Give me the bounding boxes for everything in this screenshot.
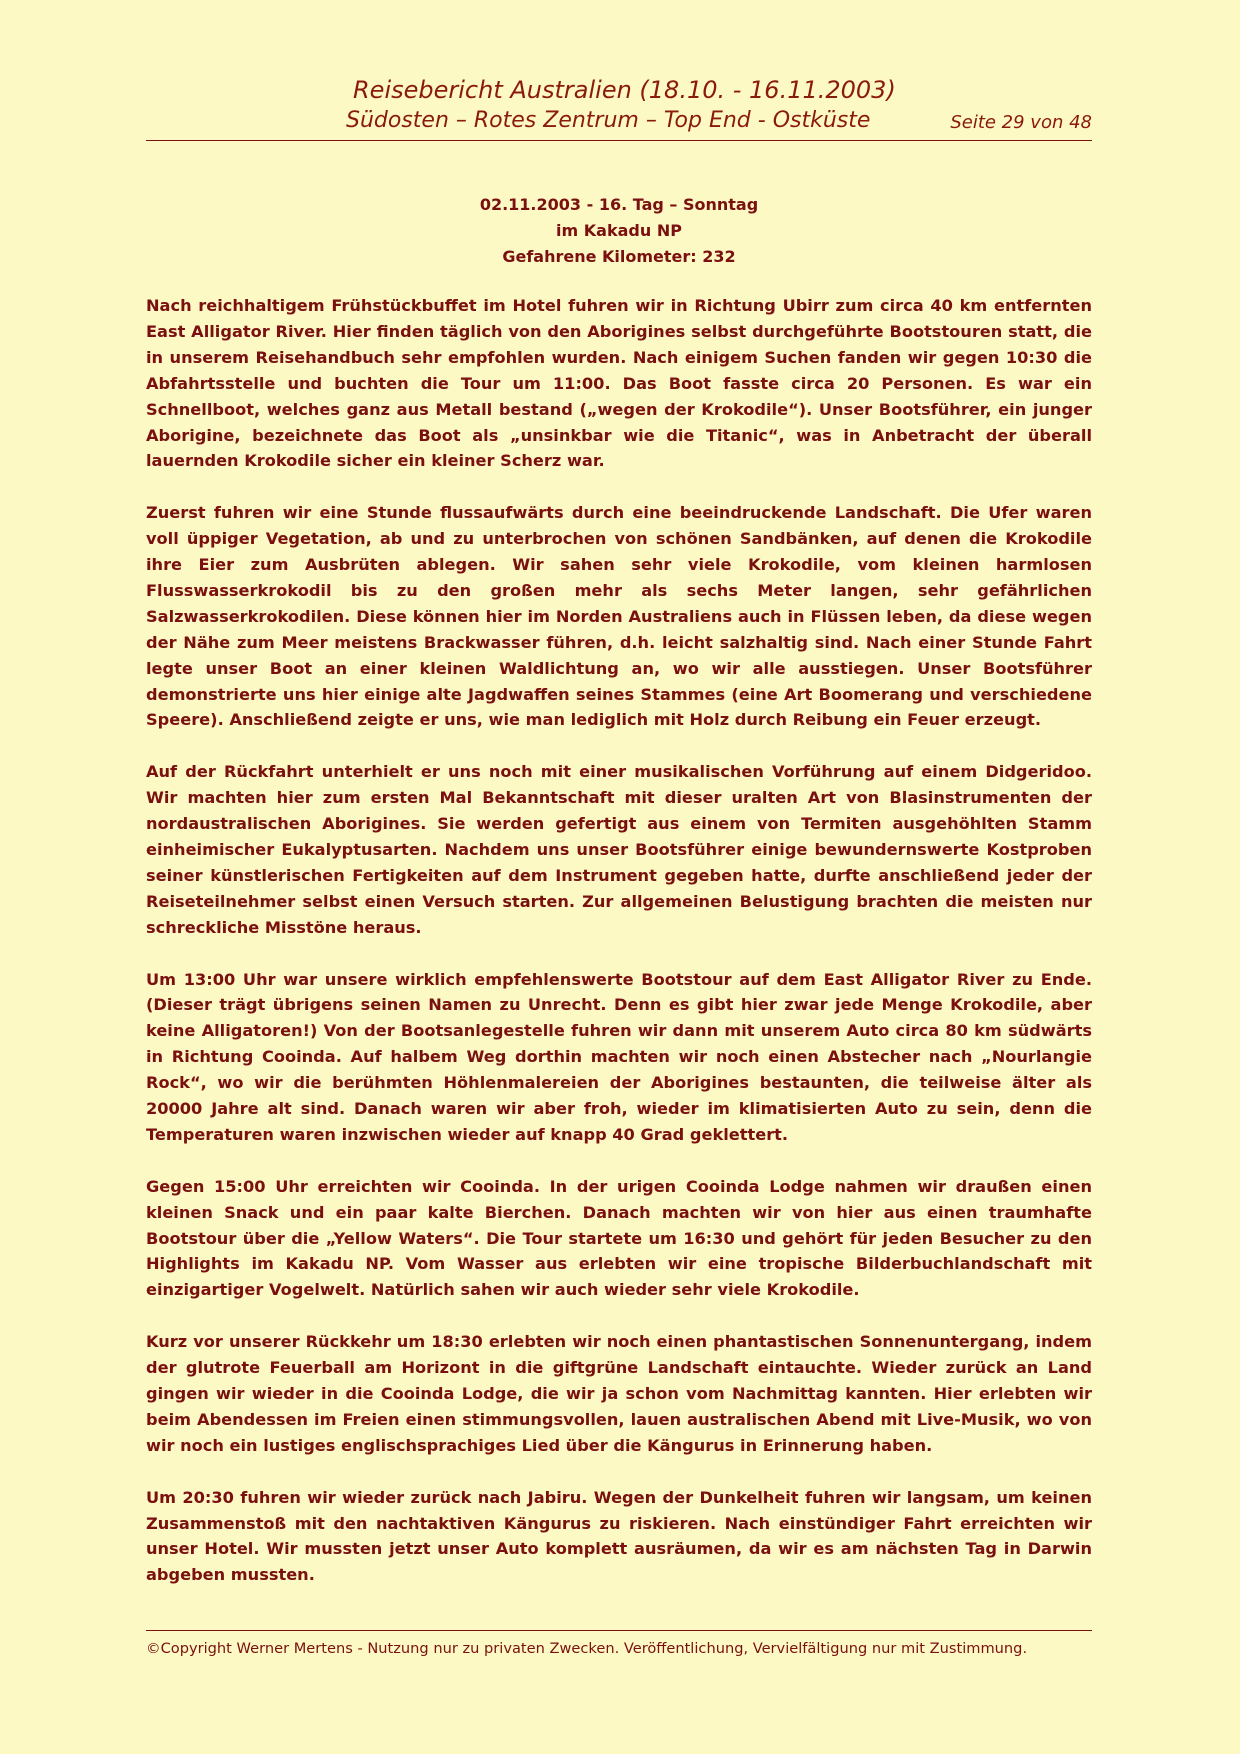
day-date-line: 02.11.2003 - 16. Tag – Sonntag xyxy=(479,195,759,214)
report-title: Reisebericht Australien (18.10. - 16.11.2003) xyxy=(353,76,896,104)
paragraph: Um 20:30 fuhren wir wieder zurück nach Jabiru. Wegen der Dunkelheit fuhren wir langsam, um keinen Zusammenstoß mit den nachtaktiven Kängurus zu riskieren. Nach einstündiger Fahrt erreichten wir unser Hotel. Wir mussten jetzt unser Auto komplett ausräumen, da wir es am nächsten Tag in Darwin abgeben mussten. xyxy=(146,1487,1092,1585)
paragraph: Gegen 15:00 Uhr erreichten wir Cooinda. In der urigen Cooinda Lodge nahmen wir draußen einen kleinen Snack und ein paar kalte Bierchen. Danach machten wir von hier aus einen traumhafte Bootstour über die „Yellow Waters“. Die Tour startete um 16:30 und gehört für jeden Besucher zu den Highlights im Kakadu NP. Vom Wasser aus erlebten wir eine tropische Bilderbuchlandschaft mit einzigartiger Vogelwelt. Natürlich sahen wir auch wieder sehr viele Krokodile. xyxy=(146,1176,1092,1300)
paragraph: Kurz vor unserer Rückkehr um 18:30 erlebten wir noch einen phantastischen Sonnenuntergang, indem der glutrote Feuerball am Horizont in die giftgrüne Landschaft eintauchte. Wieder zurück an Land gingen wir wieder in die Cooinda Lodge, die wir ja schon vom Nachmittag kannten. Hier erlebten wir beim Abendessen im Freien einen stimmungsvollen, lauen australischen Abend mit Live-Musik, wo von wir noch ein lustiges englischsprachiges Lied über die Kängurus in Erinnerung haben. xyxy=(146,1332,1092,1455)
paragraph: Zuerst fuhren wir eine Stunde flussaufwärts durch eine beeindruckende Landschaft. Die Ufer waren voll üppiger Vegetation, ab und zu unterbrochen von schönen Sandbänken, auf denen die Krokodile ihre Eier zum Ausbrüten ablegen. Wir sahen sehr viele Krokodile, vom kleinen harmlosen Flusswasserkrokodil bis zu den großen mehr als sechs Meter langen, sehr gefährlichen Salzwasserkrokodilen. Diese können hier im Norden Australiens auch in Flüssen leben, da diese wegen der Nähe zum Meer meistens Brackwasser führen, d.h. leicht salzhaltig sind. Nach einer Stunde Fahrt legte unser Boot an einer kleinen Waldlichtung an, wo wir alle ausstiegen. Unser Bootsführer demonstrierte uns hier einige alte Jagdwaffen seines Stammes (eine Art Boomerang und verschiedene Speere). Anschließend zeigte er uns, wie man lediglich mit Holz durch Reibung ein Feuer erzeugt. xyxy=(146,503,1092,730)
report-subtitle: Südosten – Rotes Zentrum – Top End - Ostküste xyxy=(346,108,871,133)
paragraph: Um 13:00 Uhr war unsere wirklich empfehlenswerte Bootstour auf dem East Alligator River zu Ende. (Dieser trägt übrigens seinen Namen zu Unrecht. Denn es gibt hier zwar jede Menge Krokodile, aber keine Alligatoren!) Von der Bootsanlegestelle fuhren wir dann mit unserem Auto circa 80 km südwärts in Richtung Cooinda. Auf halbem Weg dorthin machten wir noch einen Abstecher nach „Nourlangie Rock“, wo wir die berühmten Höhlenmalereien der Aborigines bestaunten, die teilweise älter als 20000 Jahre alt sind. Danach waren wir aber froh, wieder im klimatisierten Auto zu sein, denn die Temperaturen waren inzwischen wieder auf knapp 40 Grad geklettert. xyxy=(146,969,1092,1144)
page-header xyxy=(146,74,1092,141)
page-footer xyxy=(146,1630,1092,1661)
header-subtitle-row xyxy=(146,106,1092,141)
page-number: Seite 29 von 48 xyxy=(950,112,1092,133)
paragraph: Auf der Rückfahrt unterhielt er uns noch mit einer musikalischen Vorführung auf einem Didgeridoo. Wir machten hier zum ersten Mal Bekanntschaft mit dieser uralten Art von Blasinstrumenten der nordaustralischen Aborigines. Sie werden gefertigt aus einem von Termiten ausgehöhlten Stamm einheimischer Eukalyptusarten. Nachdem uns unser Bootsführer einige bewundernswerte Kostproben seiner künstlerischen Fertigkeiten auf dem Instrument gegeben hatte, durfte anschließend jeder der Reiseteilnehmer selbst einen Versuch starten. Zur allgemeinen Belustigung brachten die meisten nur schreckliche Misstöne heraus. xyxy=(146,762,1092,937)
day-location-line: im Kakadu NP xyxy=(556,221,682,240)
day-heading xyxy=(146,192,1092,270)
copyright-notice: ©Copyright Werner Mertens - Nutzung nur zu privaten Zwecken. Veröffentlichung, Vervielfältigung nur mit Zustimmung. xyxy=(146,1640,1028,1657)
report-body xyxy=(146,293,1092,1614)
day-distance-line: Gefahrene Kilometer: 232 xyxy=(502,247,736,266)
paragraph: Nach reichhaltigem Frühstückbuffet im Hotel fuhren wir in Richtung Ubirr zum circa 40 km entfernten East Alligator River. Hier finden täglich von den Aborigines selbst durchgeführte Bootstouren statt, die in unserem Reisehandbuch sehr empfohlen wurden. Nach einigem Suchen fanden wir gegen 10:30 die Abfahrtsstelle und buchten die Tour um 11:00. Das Boot fasste circa 20 Personen. Es war ein Schnellboot, welches ganz aus Metall bestand („wegen der Krokodile“). Unser Bootsführer, ein junger Aborigine, bezeichnete das Boot als „unsinkbar wie die Titanic“, was in Anbetracht der überall lauernden Krokodile sicher ein kleiner Scherz war. xyxy=(146,296,1092,471)
